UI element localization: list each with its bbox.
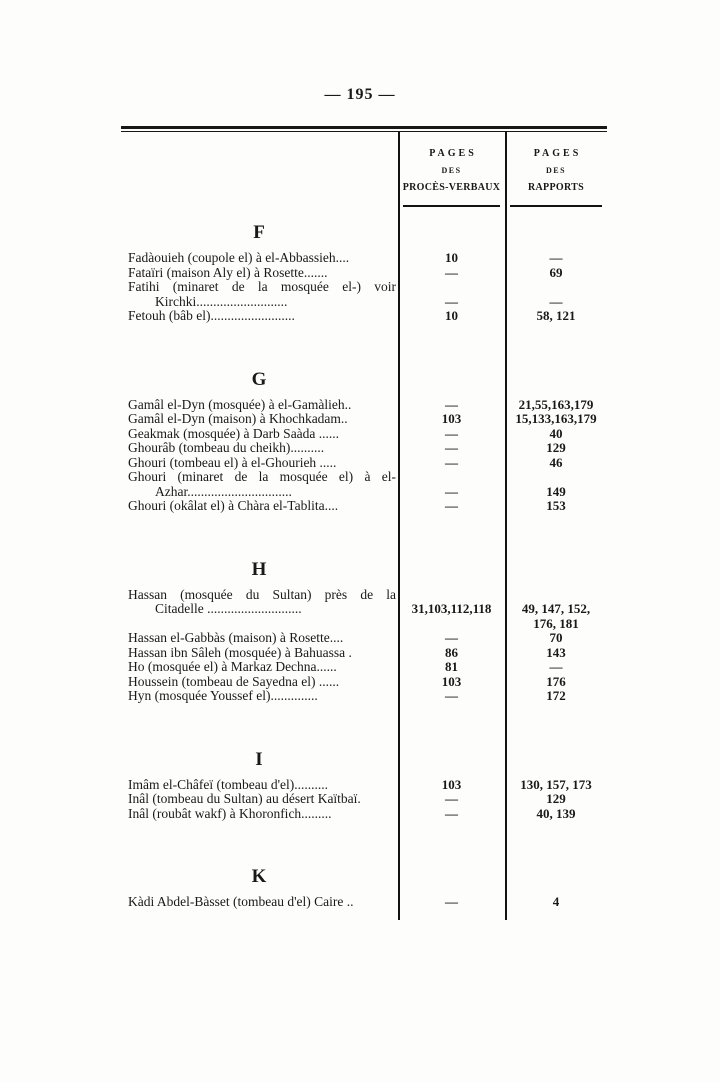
entry-line: Inâl (roubât wakf) à Khoronfich......... (128, 806, 332, 821)
rapports-pages (505, 412, 607, 427)
header-des-label: DES (545, 166, 567, 175)
index-entry-row (121, 807, 607, 822)
pages-value: 172 (546, 688, 566, 703)
entry-text (121, 251, 398, 266)
section-f (121, 223, 607, 324)
entry-line: Ghourâb (tombeau du cheikh).......... (128, 441, 325, 455)
entry-line: Kirchki........................... (155, 293, 288, 309)
index-entry-row (121, 895, 607, 910)
entry-line: Fadàouieh (coupole el) à el-Abbassieh.... (128, 251, 350, 265)
pages-value: — (445, 791, 458, 806)
index-entry-row (121, 792, 607, 807)
entry-line: Hassan (mosquée du Sultan) près de la (128, 587, 396, 602)
index-entry-row (121, 456, 607, 471)
pages-value: 46 (549, 454, 563, 470)
pages-value: — (445, 805, 458, 821)
header-proces-verbaux-label: PROCÈS-VERBAUX (402, 182, 501, 193)
rapports-pages (505, 689, 607, 704)
index-entry-row (121, 631, 607, 646)
entry-text (121, 689, 398, 704)
pages-value: 49, 147, 152, (521, 601, 591, 616)
rapports-pages (505, 588, 607, 632)
index-entry-row (121, 280, 607, 309)
pages-value: 153 (546, 498, 566, 513)
proces-verbaux-pages (398, 456, 505, 471)
pages-value: 103 (441, 673, 462, 689)
section-i (121, 750, 607, 822)
pages-value: 40 (549, 425, 563, 441)
header-spacer (121, 132, 398, 207)
section-letter-f: F (253, 222, 266, 243)
header-pages-label: PAGES (429, 148, 477, 159)
proces-verbaux-pages (398, 792, 505, 807)
proces-verbaux-pages (398, 499, 505, 514)
pages-value: 81 (445, 659, 458, 674)
entry-text (121, 412, 398, 427)
index-entry-row (121, 689, 607, 704)
proces-verbaux-pages (398, 778, 505, 793)
entry-text (121, 631, 398, 646)
table-header-row (121, 132, 607, 207)
pages-value: 130, 157, 173 (520, 776, 592, 792)
column-divider-left (398, 132, 400, 920)
entry-text (121, 398, 398, 413)
header-rapports-label: RAPPORTS (528, 182, 584, 193)
index-entry-row (121, 427, 607, 442)
rapports-pages (505, 251, 607, 266)
proces-verbaux-pages (398, 398, 505, 413)
pages-value: — (549, 659, 563, 674)
section-h (121, 560, 607, 704)
pages-value: — (445, 396, 458, 412)
index-entry-row (121, 266, 607, 281)
entry-line: Hyn (mosquée Youssef el).............. (128, 689, 318, 703)
pages-value: 10 (445, 250, 458, 265)
section-letter-i: I (255, 748, 264, 770)
entry-text (121, 675, 398, 690)
pages-value: 31,103,112,118 (411, 601, 492, 616)
pages-value: 40, 139 (536, 805, 576, 821)
pages-value: 4 (552, 894, 560, 909)
entry-line: Gamâl el-Dyn (mosquée) à el-Gamàlieh.. (128, 397, 352, 412)
entry-text (121, 470, 398, 499)
entry-text (121, 309, 398, 324)
entry-line: Azhar............................... (155, 483, 292, 499)
index-entry-row (121, 398, 607, 413)
entry-line: Hassan ibn Sâleh (mosquée) à Bahuassa . (128, 645, 352, 660)
entry-line: Fatihi (minaret de la mosquée el-) voir (128, 280, 396, 294)
entry-line: Ho (mosquée el) à Markaz Dechna...... (128, 660, 337, 674)
pages-value: — (445, 498, 458, 513)
rapports-pages (505, 266, 607, 281)
rapports-pages (505, 456, 607, 471)
proces-verbaux-pages (398, 427, 505, 442)
entry-line: Fataïri (maison Aly el) à Rosette....... (128, 265, 328, 280)
entry-text (121, 427, 398, 442)
proces-verbaux-pages (398, 470, 505, 499)
pages-value: 176 (546, 673, 566, 689)
proces-verbaux-pages (398, 412, 505, 427)
entry-text (121, 792, 398, 807)
entry-line: Ghouri (tombeau el) à el-Ghourieh ..... (128, 455, 337, 470)
proces-verbaux-pages (398, 266, 505, 281)
pages-value: 143 (546, 644, 566, 660)
index-entry-row (121, 251, 607, 266)
proces-verbaux-pages (398, 660, 505, 675)
index-entry-row (121, 660, 607, 675)
section-letter-h: H (251, 558, 268, 580)
entry-line: Kàdi Abdel-Bàsset (tombeau d'el) Caire .. (128, 895, 354, 909)
pages-value: 10 (445, 308, 458, 323)
section-letter-k: K (251, 866, 268, 887)
index-entry-row (121, 470, 607, 499)
rapports-pages (505, 660, 607, 675)
header-underline (510, 205, 602, 207)
header-pages-label: PAGES (533, 148, 582, 159)
entry-line: Geakmak (mosquée) à Darb Saàda ...... (128, 426, 340, 441)
pages-value: — (549, 293, 563, 309)
pages-value: 58, 121 (536, 308, 576, 323)
header-underline (403, 205, 500, 207)
pages-value: 15,133,163,179 (515, 411, 597, 426)
entry-line: Hassan el-Gabbàs (maison) à Rosette.... (128, 631, 344, 645)
pages-value: — (445, 483, 458, 499)
entry-line: Citadelle ............................ (155, 601, 302, 616)
rapports-pages (505, 895, 607, 910)
rapports-pages (505, 398, 607, 413)
pages-value: — (445, 894, 458, 909)
section-g (121, 370, 607, 514)
pages-value: — (445, 454, 458, 470)
rapports-pages (505, 280, 607, 309)
pages-value: 86 (445, 644, 458, 660)
pages-value: — (445, 425, 458, 441)
proces-verbaux-pages (398, 588, 505, 617)
pages-value: 149 (546, 483, 566, 499)
entry-text (121, 660, 398, 675)
pages-value: 103 (441, 776, 462, 792)
column-header-rapports (505, 132, 607, 207)
proces-verbaux-pages (398, 309, 505, 324)
index-entry-row (121, 412, 607, 427)
section-k (121, 867, 607, 910)
index-entry-row (121, 675, 607, 690)
rapports-pages (505, 309, 607, 324)
index-entry-row (121, 309, 607, 324)
pages-value: 176, 181 (533, 615, 579, 631)
entry-text (121, 588, 398, 617)
page-number: — 195 — (324, 86, 396, 103)
entry-line: Fetouh (bâb el)......................... (128, 309, 295, 323)
pages-value: 129 (546, 440, 566, 455)
rapports-pages (505, 778, 607, 793)
index-entry-row (121, 499, 607, 514)
pages-value: 70 (549, 630, 563, 645)
proces-verbaux-pages (398, 807, 505, 822)
pages-value: 129 (546, 791, 566, 806)
entry-text (121, 456, 398, 471)
proces-verbaux-pages (398, 895, 505, 910)
entry-text (121, 646, 398, 661)
rapports-pages (505, 427, 607, 442)
rapports-pages (505, 499, 607, 514)
pages-value: — (445, 264, 458, 280)
entry-line: Ghouri (minaret de la mosquée el) à el- (128, 470, 396, 484)
rapports-pages (505, 792, 607, 807)
pages-value: — (445, 630, 458, 645)
entry-line: Imâm el-Châfeï (tombeau d'el).......... (128, 777, 328, 792)
pages-value: — (445, 688, 458, 703)
entry-text (121, 499, 398, 514)
index-table (121, 126, 607, 910)
pages-value: — (445, 293, 458, 309)
index-entry-row (121, 646, 607, 661)
rapports-pages (505, 807, 607, 822)
entry-line: Ghouri (okâlat el) à Chàra el-Tablita.... (128, 499, 339, 513)
pages-value: 21,55,163,179 (518, 396, 594, 412)
entry-line: Inâl (tombeau du Sultan) au désert Kaïtbaï. (128, 792, 361, 806)
entry-line: Houssein (tombeau de Sayedna el) ...... (128, 674, 340, 689)
entry-text (121, 280, 398, 309)
rapports-pages (505, 470, 607, 499)
index-entry-row (121, 441, 607, 456)
entry-text (121, 778, 398, 793)
table-body (121, 223, 607, 910)
proces-verbaux-pages (398, 251, 505, 266)
proces-verbaux-pages (398, 675, 505, 690)
entry-text (121, 807, 398, 822)
rapports-pages (505, 441, 607, 456)
pages-value: 103 (441, 411, 462, 426)
rapports-pages (505, 675, 607, 690)
entry-text (121, 266, 398, 281)
section-letter-g: G (251, 368, 268, 390)
proces-verbaux-pages (398, 646, 505, 661)
index-entry-row (121, 778, 607, 793)
entry-line: Gamâl el-Dyn (maison) à Khochkadam.. (128, 412, 348, 426)
proces-verbaux-pages (398, 631, 505, 646)
index-entry-row (121, 588, 607, 632)
column-divider-right (505, 132, 507, 920)
pages-value: — (445, 440, 458, 455)
entry-text (121, 441, 398, 456)
pages-value: — (549, 250, 563, 265)
entry-text (121, 895, 398, 910)
header-des-label: DES (441, 166, 462, 175)
pages-value: 69 (549, 264, 563, 280)
proces-verbaux-pages (398, 441, 505, 456)
proces-verbaux-pages (398, 689, 505, 704)
rapports-pages (505, 646, 607, 661)
rapports-pages (505, 631, 607, 646)
column-header-proces-verbaux (398, 132, 505, 207)
proces-verbaux-pages (398, 280, 505, 309)
